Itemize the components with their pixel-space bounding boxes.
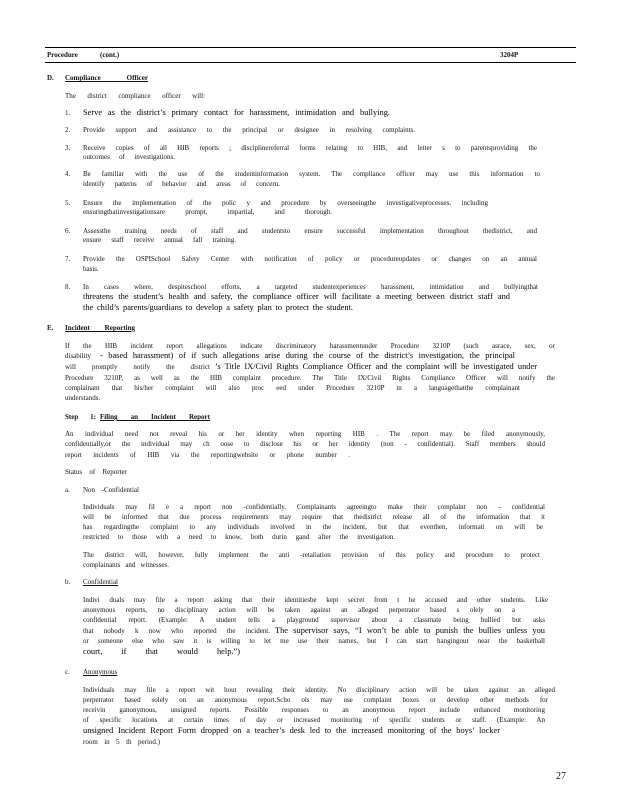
list-item-text: basis. (83, 265, 99, 273)
option-label: Anonymous (83, 668, 118, 676)
paragraph-line: confidentially,or the individual may ch oose to disclose his or her identity (non - confidential). Staff members should (65, 440, 545, 448)
list-number: 3. (65, 144, 71, 152)
paragraph-line: complainants and witnesses. (83, 561, 169, 569)
paragraph-line: report incidents of HIB via the reportingwebsite or phone number . (65, 451, 350, 459)
paragraph-line: unsigned Incident Report Form dropped on a teacher’s desk led to the increased monitoring of the boys’ locker (83, 726, 500, 735)
list-number: 8. (65, 283, 71, 291)
list-item-text: Provide support and assistance to the principal or designee in resolving complaints. (83, 126, 415, 134)
paragraph-line: If the HIB incident report allegations indicate discriminatory harassmentunder Procedure 3210P (such asrace, sex, or (65, 342, 555, 350)
section-d-letter: D. (47, 74, 54, 82)
paragraph-line: or someone else who saw it is willing to let me use their names, but I can start hangingout near the basketball (83, 637, 545, 645)
list-item-text: Serve as the district’s primary contact for harassment, intimidation and bullying. (83, 108, 390, 117)
step-title: Filing an Incident Report (100, 413, 210, 421)
paragraph-line: Individuals may fil e a report non -confidentially. Complainants agreeingto make their complaint non - confidential (83, 503, 545, 511)
option-marker: a. (65, 486, 70, 494)
section-e-letter: E. (47, 324, 54, 332)
paragraph-line: An individual need not reveal his or her identity when reporting HIB . The report may be filed anonymously, (65, 430, 545, 438)
list-number: 7. (65, 255, 71, 263)
paragraph-line: that nobody k now who reported the incident. (83, 627, 270, 635)
list-item-text: Assessthe training needs of staff and studentsto ensure successful implementation throughout thedistrict, and (83, 227, 537, 235)
list-item-text: threatens the student’s health and safety, the compliance officer will facilitate a meeting between district staff and (83, 292, 510, 301)
list-item-text: the child’s parents/guardians to develop a safety plan to protect the student. (83, 303, 353, 312)
paragraph-line: The supervisor says, “I won’t be able to punish the bullies unless you (275, 626, 545, 635)
paragraph-line: room in 5 th period.) (83, 738, 160, 746)
paragraph-line: restricted to those with a need to know, both durin gand after the investigation. (83, 533, 395, 541)
header-procedure-label: Procedure (47, 51, 78, 59)
header-top-rule (45, 47, 576, 48)
paragraph-line: will promptly notify the district (65, 363, 210, 371)
paragraph-line: receivin ganonymous, unsigned reports. Possible responses to an anonymous report include enhanced monitoring (83, 706, 545, 714)
page-number: 27 (556, 771, 566, 782)
status-title: Status of Reporter (65, 468, 127, 476)
list-item-text: Provide the OSPISchool Safety Center with notification of policy or procedureupdates or changes on an annual (83, 255, 537, 263)
procedure-code: 3204P (500, 51, 519, 59)
list-item-text: ensure staff receive annual fall training. (83, 236, 236, 244)
section-e-title: Incident Reporting (65, 324, 135, 332)
paragraph-line: disability (65, 352, 92, 360)
option-marker: c. (65, 668, 70, 676)
option-marker: b. (65, 578, 71, 586)
list-number: 5. (65, 199, 71, 207)
paragraph-line: complainant that his/her complaint will also proc eed under Procedure 3210P in a languagethatthe complainant (65, 384, 520, 392)
paragraph-line: understands. (65, 394, 101, 402)
list-item-text: Ensure the implementation of the polic y and procedure by overseeingthe investigativeprocesses, including (83, 199, 488, 207)
paragraph-line: ’s Title IX/Civil Rights Compliance Officer and the complaint will be investigated under (215, 362, 537, 371)
list-number: 6. (65, 227, 71, 235)
list-item-text: Be familiar with the use of the studentinformation system. The compliance officer may use this information to (83, 170, 540, 178)
paragraph-line: Procedure 3210P, as well as the HIB complaint procedure. The Title IX/Civil Rights Compliance Officer will notify the (65, 374, 555, 382)
paragraph-line: Indivi duals may file a report asking that their identitiesbe kept secret from t he accused and other students. Like (83, 596, 548, 604)
paragraph-line: - based harassment) of if such allegations arise during the course of the district’s investigation, the principal (100, 351, 515, 360)
paragraph-line: of specific locations at certain times of day or increased monitoring of specific students or staff. (Example: An (83, 716, 545, 724)
paragraph-line: The district will, however, fully implement the anti -retaliation provision of this policy and procedure to protect (83, 551, 540, 559)
list-item-text: ensuringthatinvestigationsare prompt, impartial, and thorough. (83, 208, 332, 216)
option-label: Confidential (83, 578, 118, 586)
header-cont-label: (cont.) (100, 51, 120, 59)
list-number: 1. (65, 109, 71, 117)
paragraph-line: anonymous reports, no disciplinary action will be taken against an alleged perpetrator based s olely on a (83, 606, 515, 614)
paragraph-line: perpetrator based solely on an anonymous report.Scho ols may use complaint boxes or develop other methods for (83, 696, 548, 704)
option-label: Non -Confidential (83, 486, 139, 494)
list-number: 4. (65, 170, 71, 178)
list-item-text: Receive copies of all HIB reports ; disciplinereferral forms relating to HIB, and letter s to parentsproviding the (83, 144, 537, 152)
paragraph-line: confidential report. (Example: A student tells a playground supervisor about a classmate being bullied but asks (83, 616, 545, 624)
section-d-title: Compliance Officer (65, 74, 148, 82)
step-label: Step 1: (65, 413, 96, 421)
list-item-text: In cases where, despiteschool efforts, a targeted studentexperiences harassment, intimidation and bullyingthat (83, 283, 538, 291)
header-bottom-rule (45, 62, 576, 63)
list-item-text: outcomes of investigations. (83, 153, 175, 161)
paragraph-line: court, if that would help.”) (83, 647, 240, 656)
paragraph-line: has regardingthe complaint to any individuals involved in the incident, but that eventhen, informati on will be (83, 523, 543, 531)
paragraph-line: Individuals may file a report wit hout revealing their identity. No disciplinary action will be taken against an alleged (83, 686, 555, 694)
section-d-intro: The district compliance officer will: (65, 92, 205, 100)
paragraph-line: will be informed that due process requirements may require that thedistrict release all of the information that it (83, 513, 545, 521)
list-number: 2. (65, 126, 71, 134)
list-item-text: identify patterns of behavior and areas of concern. (83, 180, 280, 188)
